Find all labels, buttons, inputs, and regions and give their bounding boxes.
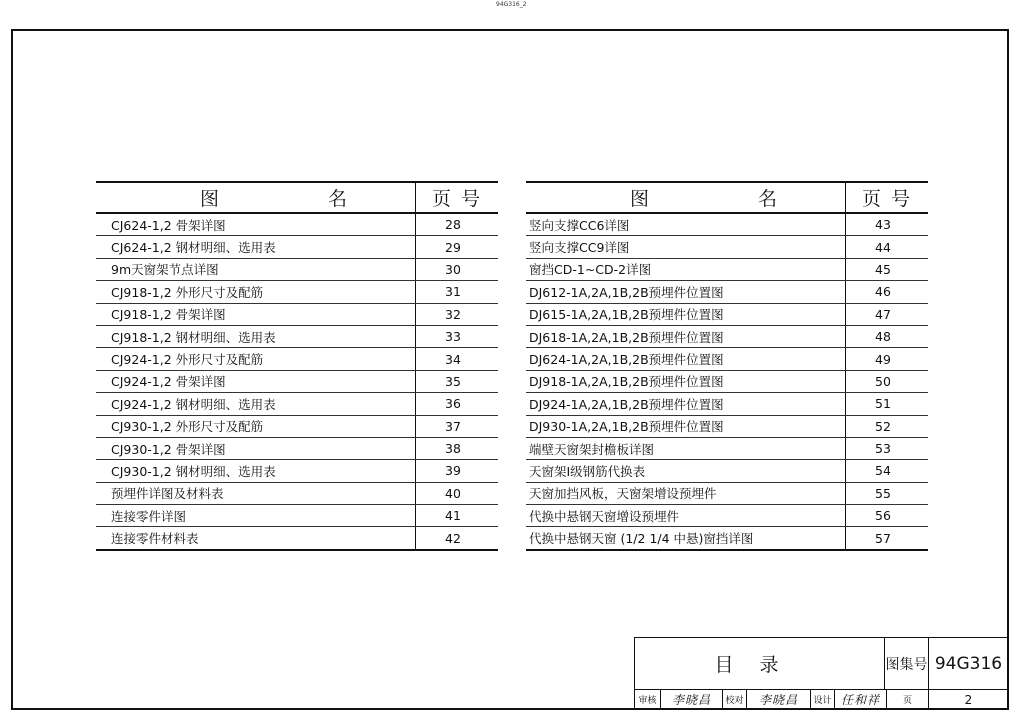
drawing-name: 代换中悬钢天窗增设预埋件: [526, 505, 846, 527]
review-signature: 李晓昌: [661, 690, 723, 709]
table-row: [526, 258, 928, 280]
page-number: 46: [846, 281, 929, 303]
drawing-name: CJ624-1,2 钢材明细、选用表: [96, 236, 416, 258]
title-block: [634, 637, 1009, 710]
page-number: 37: [416, 415, 499, 437]
page-number: 45: [846, 258, 929, 280]
table-row: [526, 236, 928, 258]
page-number: 28: [416, 213, 499, 236]
toc-header-row: [96, 182, 498, 213]
page-number: 29: [416, 236, 499, 258]
drawing-name: 9m天窗架节点详图: [96, 258, 416, 280]
table-row: [96, 393, 498, 415]
page-number: 54: [846, 460, 929, 482]
table-row: [96, 415, 498, 437]
column-header-page: [416, 182, 499, 213]
page-number: 42: [416, 527, 499, 550]
toc-table-right: [526, 181, 928, 551]
page-number: 2: [964, 692, 973, 707]
page-number: 35: [416, 370, 499, 392]
drawing-title: 目录: [635, 638, 885, 690]
table-row: [96, 348, 498, 370]
table-row: [526, 460, 928, 482]
design-label: 设计: [811, 690, 835, 709]
page-number: 41: [416, 505, 499, 527]
table-row: [96, 281, 498, 303]
atlas-number-value: 94G316: [929, 638, 1008, 690]
drawing-name: 天窗架I级钢筋代换表: [526, 460, 846, 482]
drawing-name: 连接零件材料表: [96, 527, 416, 550]
column-header-page: [846, 182, 929, 213]
drawing-name: 窗挡CD-1~CD-2详图: [526, 258, 846, 280]
table-row: [96, 527, 498, 550]
column-header-name: [96, 182, 416, 213]
drawing-name: 预埋件详图及材料表: [96, 482, 416, 504]
table-row: [526, 482, 928, 504]
page-number: 44: [846, 236, 929, 258]
table-row: [96, 258, 498, 280]
header-name-char-1: 图: [200, 188, 220, 210]
drawing-name: DJ615-1A,2A,1B,2B预埋件位置图: [526, 303, 846, 325]
signature-row: [635, 690, 1008, 709]
toc-body-right: [526, 213, 928, 550]
header-page-char-2: 号: [890, 188, 910, 210]
page-number: 53: [846, 437, 929, 459]
table-row: [526, 281, 928, 303]
table-row: [96, 213, 498, 236]
table-row: [96, 437, 498, 459]
drawing-name: CJ918-1,2 外形尺寸及配筋: [96, 281, 416, 303]
page-number: 47: [846, 303, 929, 325]
toc-header-row: [526, 182, 928, 213]
drawing-name: 端壁天窗架封檐板详图: [526, 437, 846, 459]
table-row: [526, 213, 928, 236]
drawing-name: 竖向支撑CC9详图: [526, 236, 846, 258]
toc-table-left: [96, 181, 498, 551]
page-number: 34: [416, 348, 499, 370]
page-number: 43: [846, 213, 929, 236]
header-name-char-2: 名: [757, 188, 777, 210]
drawing-name: CJ930-1,2 骨架详图: [96, 437, 416, 459]
drawing-name: DJ924-1A,2A,1B,2B预埋件位置图: [526, 393, 846, 415]
table-row: [526, 348, 928, 370]
page-number: 30: [416, 258, 499, 280]
column-header-name: [526, 182, 846, 213]
page-number: 32: [416, 303, 499, 325]
page-number: 40: [416, 482, 499, 504]
page-number: 50: [846, 370, 929, 392]
page-number: 36: [416, 393, 499, 415]
header-page-char-2: 号: [460, 188, 480, 210]
header-name-char-1: 图: [630, 188, 650, 210]
page-number: 31: [416, 281, 499, 303]
page-label: 页: [887, 690, 929, 709]
table-row: [96, 482, 498, 504]
design-signature: 任和祥: [835, 690, 887, 709]
table-row: [526, 505, 928, 527]
drawing-name: CJ918-1,2 钢材明细、选用表: [96, 325, 416, 347]
drawing-name: DJ624-1A,2A,1B,2B预埋件位置图: [526, 348, 846, 370]
page-number: 39: [416, 460, 499, 482]
drawing-name: DJ918-1A,2A,1B,2B预埋件位置图: [526, 370, 846, 392]
table-row: [526, 527, 928, 550]
page-number: 33: [416, 325, 499, 347]
table-row: [526, 303, 928, 325]
page-number: 51: [846, 393, 929, 415]
page-number: 56: [846, 505, 929, 527]
table-row: [526, 437, 928, 459]
drawing-name: CJ918-1,2 骨架详图: [96, 303, 416, 325]
drawing-name: DJ612-1A,2A,1B,2B预埋件位置图: [526, 281, 846, 303]
drawing-name: DJ930-1A,2A,1B,2B预埋件位置图: [526, 415, 846, 437]
drawing-name: 竖向支撑CC6详图: [526, 213, 846, 236]
table-row: [96, 236, 498, 258]
drawing-name: CJ930-1,2 钢材明细、选用表: [96, 460, 416, 482]
drawing-name: CJ924-1,2 钢材明细、选用表: [96, 393, 416, 415]
review-label: 审核: [635, 690, 661, 709]
toc-body-left: [96, 213, 498, 550]
check-label: 校对: [723, 690, 747, 709]
drawing-name: CJ924-1,2 骨架详图: [96, 370, 416, 392]
table-row: [96, 325, 498, 347]
table-row: [526, 370, 928, 392]
drawing-name: DJ618-1A,2A,1B,2B预埋件位置图: [526, 325, 846, 347]
page-number: 48: [846, 325, 929, 347]
table-row: [526, 415, 928, 437]
table-row: [96, 370, 498, 392]
check-signature: 李晓昌: [747, 690, 811, 709]
page-number: 49: [846, 348, 929, 370]
drawing-name: 连接零件详图: [96, 505, 416, 527]
table-row: [526, 393, 928, 415]
table-row: [96, 505, 498, 527]
table-row: [96, 460, 498, 482]
header-page-char-1: 页: [432, 188, 452, 210]
atlas-number-label: 图集号: [885, 638, 929, 690]
table-row: [96, 303, 498, 325]
file-tag: 94G316_2: [496, 1, 527, 8]
drawing-name: 天窗加挡风板，天窗架增设预埋件: [526, 482, 846, 504]
drawing-name: 代换中悬钢天窗 (1/2 1/4 中悬)窗挡详图: [526, 527, 846, 550]
page-number: 55: [846, 482, 929, 504]
page-number: 38: [416, 437, 499, 459]
table-row: [526, 325, 928, 347]
drawing-name: CJ624-1,2 骨架详图: [96, 213, 416, 236]
header-page-char-1: 页: [862, 188, 882, 210]
drawing-name: CJ924-1,2 外形尺寸及配筋: [96, 348, 416, 370]
drawing-name: CJ930-1,2 外形尺寸及配筋: [96, 415, 416, 437]
header-name-char-2: 名: [327, 188, 347, 210]
page-number: 57: [846, 527, 929, 550]
page-number: 52: [846, 415, 929, 437]
